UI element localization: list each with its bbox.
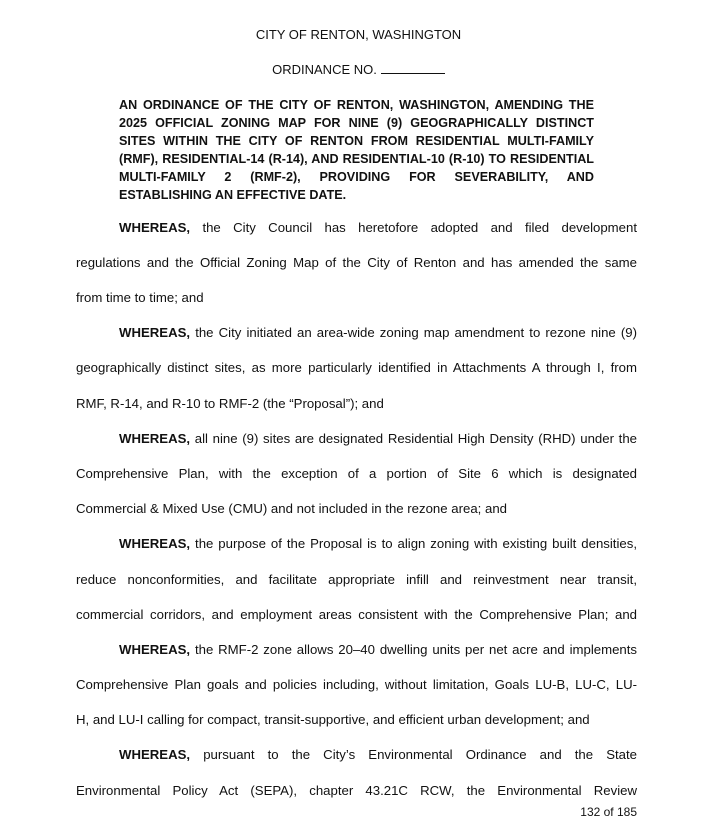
body-line: WHEREAS, the City initiated an area-wide zoning map amendment to rezone nine (9)	[119, 325, 637, 340]
body-line: WHEREAS, pursuant to the City’s Environmental Ordinance and the State	[119, 747, 637, 762]
ordinance-number-heading	[0, 62, 717, 77]
body-line: Environmental Policy Act (SEPA), chapter 43.21C RCW, the Environmental Review	[76, 783, 637, 798]
body-line: regulations and the Official Zoning Map of the City of Renton and has amended the same	[76, 255, 637, 270]
body-line: Comprehensive Plan goals and policies including, without limitation, Goals LU-B, LU-C, LU-	[76, 677, 637, 692]
ordinance-label: ORDINANCE NO.	[272, 62, 377, 77]
whereas-label: WHEREAS,	[119, 747, 191, 762]
whereas-label: WHEREAS,	[119, 536, 191, 551]
city-heading: CITY OF RENTON, WASHINGTON	[255, 27, 462, 42]
body-line: WHEREAS, the purpose of the Proposal is to align zoning with existing built densities,	[119, 536, 637, 551]
body-line: reduce nonconformities, and facilitate appropriate infill and reinvestment near transit,	[76, 572, 637, 587]
body-line: from time to time; and	[76, 290, 204, 305]
body-line: commercial corridors, and employment areas consistent with the Comprehensive Plan; and	[76, 607, 637, 622]
body-line: H, and LU-I calling for compact, transit-supportive, and efficient urban development; and	[76, 712, 590, 727]
body-line: WHEREAS, the City Council has heretofore adopted and filed development	[119, 220, 637, 235]
body-line: WHEREAS, all nine (9) sites are designated Residential High Density (RHD) under the	[119, 431, 637, 446]
body-line: WHEREAS, the RMF-2 zone allows 20–40 dwelling units per net acre and implements	[119, 642, 637, 657]
body-line: Comprehensive Plan, with the exception of a portion of Site 6 which is designated	[76, 466, 637, 481]
ordinance-title: AN ORDINANCE OF THE CITY OF RENTON, WASHINGTON, AMENDING THE 2025 OFFICIAL ZONING MAP FOR NINE (9) GEOGRAPHICALLY DISTINCT SITES WITHIN THE CITY OF RENTON FROM RESIDENTIAL MULTI-FAMILY (RMF), RESIDENTIAL-14 (R-14), AND RESIDENTIAL-10 (R-10) TO RESIDENTIAL MULTI-FAMILY 2 (RMF-2), PROVIDING FOR SEVERABILITY, AND ESTABLISHING AN EFFECTIVE DATE.	[119, 98, 594, 202]
whereas-label: WHEREAS,	[119, 325, 191, 340]
body-line: geographically distinct sites, as more particularly identified in Attachments A through I, from	[76, 360, 637, 375]
body-line: RMF, R-14, and R-10 to RMF-2 (the “Proposal”); and	[76, 396, 384, 411]
ordinance-number-blank	[381, 62, 445, 74]
whereas-label: WHEREAS,	[119, 220, 191, 235]
body-line: Commercial & Mixed Use (CMU) and not included in the rezone area; and	[76, 501, 507, 516]
whereas-label: WHEREAS,	[119, 431, 191, 446]
page-number: 132 of 185	[580, 805, 637, 819]
whereas-label: WHEREAS,	[119, 642, 191, 657]
